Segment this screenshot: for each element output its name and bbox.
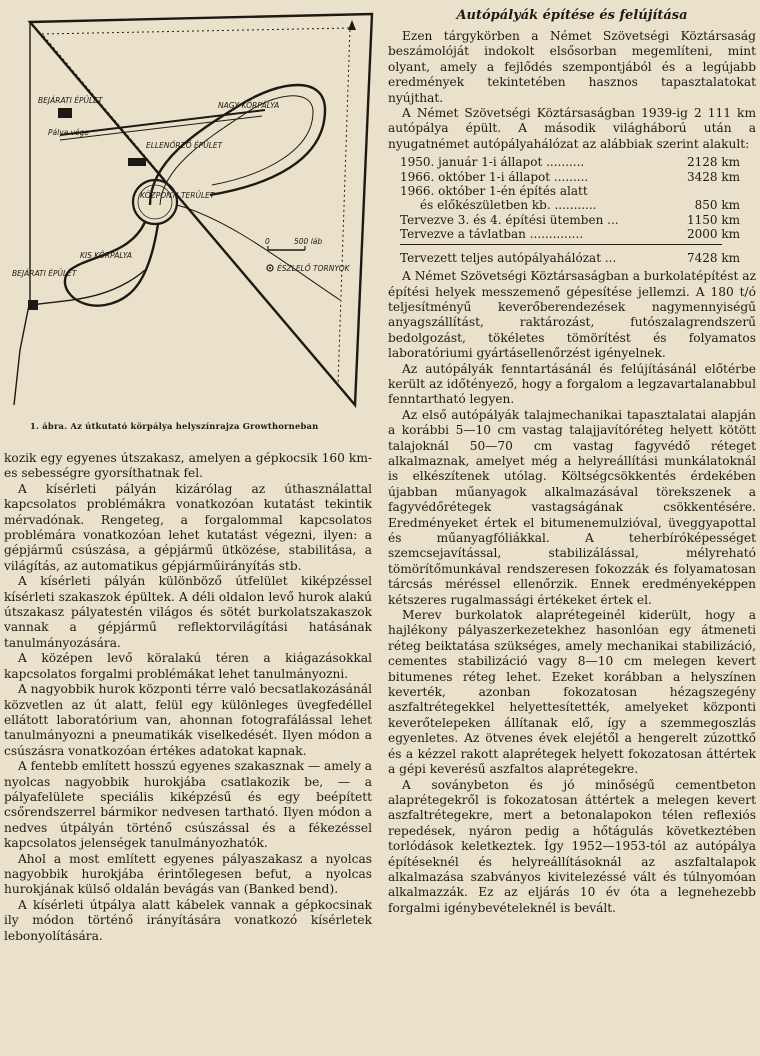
table-row-label: 1966. október 1-i állapot .........	[400, 169, 589, 184]
long-straight-road	[60, 110, 265, 135]
north-arrow-icon	[348, 20, 356, 30]
table-row-value: 850 km	[694, 198, 740, 213]
tower-legend-dot	[269, 267, 271, 269]
left-column	[0, 0, 376, 943]
left-paragraph-3: A kísérleti pályán különböző útfelület kiképzéssel kísérleti szakaszok épültek. A déli oldalon levő hurok alakú útszakasz pályatestén világos és sötét burkolatszakaszok vannak a gépjármű reflektorvilágítási hatásának tanulmányozására.	[4, 574, 372, 650]
label-control-building: ELLENŐRZŐ ÉPÜLET	[146, 141, 223, 150]
left-paragraph-6: A fentebb említett hosszú egyenes szakasznak — amely a nyolcas nagyobbik hurokjába csatlakozik be, — a pályafelülete speciális kiképzésű és egy beépített csőrendszerrel bármikor nedvesen tartható. Ilyen módon a nedves útpályán történő csúszással és a fékezéssel kapcsolatos jelenségek tanulmányozhatók.	[4, 759, 372, 851]
table-row	[400, 184, 740, 198]
table-row	[400, 227, 740, 241]
table-row-value	[670, 184, 740, 198]
left-paragraph-7: Ahol a most említett egyenes pályaszakasz a nyolcas nagyobbik hurokjába érintőlegesen befut, a nyolcas hurokjának külső oldalán bevágás van (Banked bend).	[4, 851, 372, 897]
right-paragraph-5: A soványbeton és jó minőségű cementbeton alaprétegekről is fokozatosan áttértek a melegen kevert aszfaltrétegekre, mert a betonalapokon télen reflexiós repedések, nyáron pedig a hőtágulás következtében torlódások keletkeztek. Így 1952—1953-tól az autópálya építéseknél és helyreállításoknál az aszfaltalapok alkalmazása szabványos kivitelezéssé vált és túlnyomóan alkalmazzák. Ez az eljárás 10 év óta a legnehezebb forgalmi igénybevételeknél is bevált.	[388, 777, 756, 915]
left-body	[4, 451, 372, 944]
label-entrance-top: BEJÁRATI ÉPÜLET	[38, 96, 103, 105]
table-row-value: 2000 km	[686, 227, 740, 242]
figure-caption: 1. ábra. Az útkutató körpálya helyszínrajza Growthorneban	[30, 421, 319, 431]
table-total-label: Tervezett teljes autópályahálózat ...	[400, 250, 617, 265]
table-total-row	[400, 251, 740, 265]
table-row-value: 1150 km	[686, 212, 740, 227]
label-big-loop: NAGY KÖRPÁLYA	[218, 101, 280, 110]
table-row	[400, 170, 740, 184]
label-towers: ÉSZLELŐ TORNYOK	[277, 264, 350, 273]
east-road	[177, 205, 340, 300]
right-paragraph-2: Az autópályák fenntartásánál és felújításánál előtérbe került az időtényező, hogy a forgalom a legzavartalanabbul fenntartható legyen.	[388, 361, 756, 407]
network-table	[400, 155, 740, 265]
table-divider	[400, 244, 722, 245]
right-paragraph-1: A Német Szövetségi Köztársaságban a burkolatépítést az építési helyek messzemenő gépesítése jellemzi. A 180 t/ó teljesítményű keverőberendezések nagymennyiségű anyagszállítást, raktározást, futószalagrendszerű bedolgozást, tökéletes tömörítést és folyamatos laboratóriumi gyártásellenőrzést igényelnek.	[388, 269, 756, 361]
entrance-building-top	[58, 108, 72, 118]
site-plan-map	[0, 0, 376, 420]
intro-paragraph-1: Ezen tárgykörben a Német Szövetségi Köztársaság beszámolóját indokolt elsősorban megemlíteni, mint olyant, amely a fejlődés szempontjából és a legújabb eredmények tekintetében hasznos tapasztalatokat nyújthat.	[388, 29, 756, 105]
table-row-label: Tervezve 3. és 4. építési ütemben ...	[400, 212, 619, 227]
label-small-loop: KIS KÖRPÁLYA	[80, 251, 132, 260]
table-total-value: 7428 km	[686, 250, 740, 265]
small-loop-road	[65, 222, 158, 306]
table-row	[400, 213, 740, 227]
long-straight-road-edge	[60, 116, 262, 140]
right-paragraph-3: Az első autópályák talajmechanikai tapasztalatai alapján a korábbi 5—10 cm vastag talajjavítóréteg helyett kötött talajoknál 50—70 cm vastag fagyvédő réteget alkalmaznak, amelyet még a helyreállítási munkálatoknál is elkészítenek utólag. Költségcsökkentés érdekében újabban műanyagok alkalmazásával törekszenek a fagyvédőrétegek vastagságának csökkentésére. Eredményeket értek el bitumenemulzióval, üveggyapottal és műanyagfóliákkal. A teherbíróképességet szemcsejavítással, stabilizálással, mélyreható tömörítőmunkával rendszeresen fokozzák és folyamatosan tárcsás méréssel ellenőrzik. Ennek eredményeképpen kétszeres rugalmassági értékeket értek el.	[388, 407, 756, 607]
left-paragraph-5: A nagyobbik hurok központi térre való becsatlakozásánál közvetlen az út alatt, felül egy különleges üvegfedéllel ellátott laboratórium van, ahonnan fotografálással lehet tanulmányozni a pneumatikák viselkedését. Ilyen módon a csúszásra vonatkozóan értékes adatokat kapnak.	[4, 682, 372, 758]
table-row-label: és előkészületben kb. ...........	[420, 198, 597, 213]
table-row-value: 2128 km	[686, 155, 740, 170]
table-row-label: 1966. október 1-én építés alatt	[400, 184, 588, 199]
label-entrance-bottom: BEJÁRATI ÉPÜLET	[12, 269, 77, 278]
left-paragraph-2: A kísérleti pályán kizárólag az úthasználattal kapcsolatos problémákra vonatkozóan kutatást tekintik mérvadónak. Rengeteg, a forgalommal kapcsolatos problémára vonatkozóan lehet kutatást végezni, ilyen: a gépjármű csúszása, a gépjármű ütközése, stabilitása, a világítás, az automatikus gépjárműirányítás stb.	[4, 481, 372, 573]
table-row-value: 3428 km	[686, 169, 740, 184]
label-central-area: KÖZPONTI TERÜLET	[140, 191, 215, 200]
central-area-circle	[133, 180, 177, 224]
site-boundary	[30, 14, 372, 405]
entrance-building-bottom	[28, 300, 38, 310]
table-row	[400, 198, 740, 212]
label-scale-length: 500 láb	[294, 237, 323, 246]
intro-paragraph-2: A Német Szövetségi Köztársaságban 1939-ig 2 111 km autópálya épült. A második világháború után a nyugatnémet autópályahálózat az alábbiak szerint alakult:	[388, 106, 756, 151]
left-paragraph-4: A középen levő köralakú téren a kiágazásokkal kapcsolatos forgalmi problémákat lehet tanulmányozni.	[4, 651, 372, 681]
perimeter-fence	[42, 28, 350, 385]
table-row	[400, 155, 740, 169]
left-paragraph-1: kozik egy egyenes útszakasz, amelyen a gépkocsik 160 km-es sebességre gyorsíthatnak fel.	[4, 451, 372, 481]
label-scale-zero: 0	[265, 237, 270, 246]
right-paragraph-4: Merev burkolatok alaprétegeinél kiderült, hogy a hajlékony pályaszerkezetekhez hasonlóan egy átmeneti réteg beiktatása szükséges, amely mechanikai stabilizáció, cementes stabilizáció vagy 8—10 cm melegen kevert bitumenes réteg lehet. Ezeket korábban a helyszínen keverték, azonban fokozatosan hézagszegény aszfaltrétegekkel helyettesítették, amelyeket központi keverőtelepeken állítanak elő, így a szemmegoszlás egyenletes. Az ötvenes évek elejétől a hengerelt zúzottkő és a kézzel rakott alaprétegek helyett fokozatosan áttértek a gépi keverésű aszfaltos alaprétegekre.	[388, 608, 756, 777]
site-plan-figure	[0, 0, 376, 452]
right-column	[388, 0, 756, 916]
label-track-end: Pálya vége	[48, 128, 90, 137]
section-title: Autópályák építése és felújítása	[456, 8, 688, 23]
table-row-label: 1950. január 1-i állapot ..........	[400, 155, 585, 170]
control-building	[128, 158, 146, 166]
table-row-label: Tervezve a távlatban ..............	[400, 227, 584, 242]
left-paragraph-8: A kísérleti útpálya alatt kábelek vannak a gépkocsinak ily módon történő irányítására vonatkozó kísérletek lebonyolítására.	[4, 897, 372, 943]
west-boundary	[14, 22, 30, 405]
